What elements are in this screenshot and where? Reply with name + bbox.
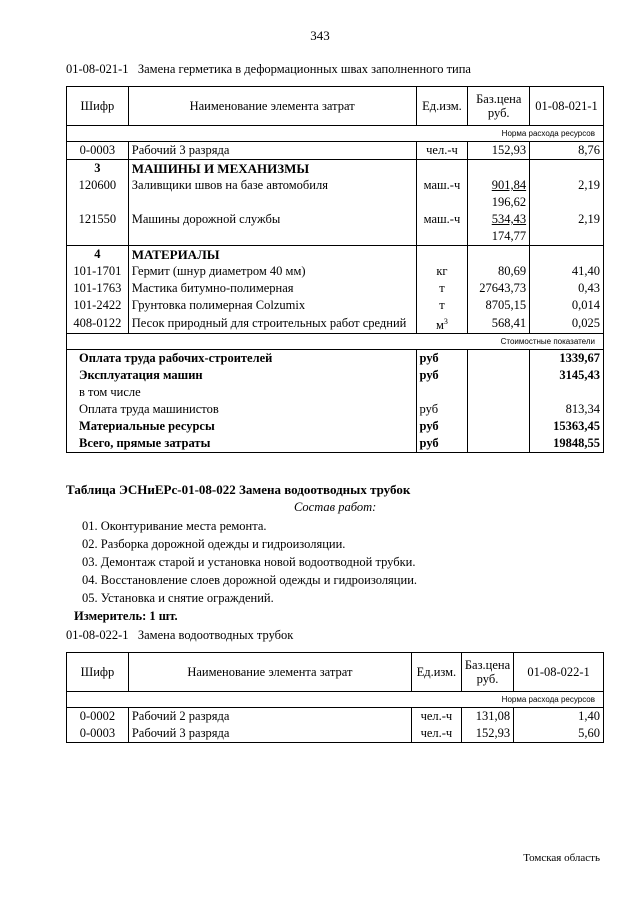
cell-shifr: 0-0002 bbox=[67, 708, 129, 726]
cost-name: Оплата труда машинистов bbox=[67, 401, 417, 418]
cost-row bbox=[67, 367, 604, 384]
norm-row bbox=[67, 126, 604, 142]
cost-name: Эксплуатация машин bbox=[67, 367, 417, 384]
table-row bbox=[67, 263, 604, 280]
resource-table-2 bbox=[66, 652, 604, 743]
cost-name: Всего, прямые затраты bbox=[67, 435, 417, 453]
cell-shifr: 101-2422 bbox=[67, 297, 129, 314]
cell-price: 152,93 bbox=[468, 142, 530, 160]
cell-price: 568,41 bbox=[468, 314, 530, 334]
norm-row bbox=[67, 692, 604, 708]
section-row-machines bbox=[67, 160, 604, 178]
cost-row bbox=[67, 350, 604, 368]
cost-label-row bbox=[67, 334, 604, 350]
resource-table-1 bbox=[66, 86, 604, 453]
table-row bbox=[67, 177, 604, 194]
meter-label: Измеритель: 1 шт. bbox=[74, 609, 178, 623]
cost-row bbox=[67, 418, 604, 435]
cell-price: 80,69 bbox=[468, 263, 530, 280]
cost-unit: руб bbox=[416, 350, 468, 368]
table-row bbox=[67, 725, 604, 743]
list-item: 04. Восстановление слоев дорожной одежды и гидроизоляции. bbox=[82, 573, 418, 587]
list-item: 02. Разборка дорожной одежды и гидроизоляции. bbox=[82, 537, 346, 551]
cell-shifr: 0-0003 bbox=[67, 725, 129, 743]
table-2-heading: Таблица ЭСНиЕРс-01-08-022 Замена водоотводных трубок bbox=[66, 482, 411, 497]
cell-name: Грунтовка полимерная Colzumix bbox=[128, 297, 416, 314]
cell-price: 8705,15 bbox=[468, 297, 530, 314]
cost-value: 3145,43 bbox=[530, 367, 604, 384]
cell-name: Песок природный для строительных работ средний bbox=[128, 314, 416, 334]
section-1-title bbox=[66, 62, 471, 77]
footer-region: Томская область bbox=[523, 852, 600, 864]
header-unit: Ед.изм. bbox=[416, 87, 468, 126]
norm-label: Норма расхода ресурсов bbox=[67, 692, 604, 708]
cell-shifr: 408-0122 bbox=[67, 314, 129, 334]
cell-qty: 0,43 bbox=[530, 280, 604, 297]
table-header bbox=[67, 653, 604, 692]
cost-name: Материальные ресурсы bbox=[67, 418, 417, 435]
cell-price: 152,93 bbox=[461, 725, 513, 743]
section-name: МАШИНЫ И МЕХАНИЗМЫ bbox=[128, 160, 416, 178]
header-unit: Ед.изм. bbox=[411, 653, 461, 692]
cell-qty: 5,60 bbox=[514, 725, 604, 743]
header-code: 01-08-022-1 bbox=[514, 653, 604, 692]
header-code: 01-08-021-1 bbox=[530, 87, 604, 126]
table-row bbox=[67, 142, 604, 160]
cell-name: Рабочий 2 разряда bbox=[128, 708, 411, 726]
cell-unit: чел.-ч bbox=[411, 708, 461, 726]
header-name: Наименование элемента затрат bbox=[128, 653, 411, 692]
cost-value: 15363,45 bbox=[530, 418, 604, 435]
table-row bbox=[67, 708, 604, 726]
cell-unit: маш.-ч bbox=[416, 211, 468, 228]
cell-shifr: 101-1763 bbox=[67, 280, 129, 297]
cell-name: Гермит (шнур диаметром 40 мм) bbox=[128, 263, 416, 280]
cell-unit: т bbox=[416, 297, 468, 314]
cost-unit: руб bbox=[416, 435, 468, 453]
table-row bbox=[67, 228, 604, 246]
table-header bbox=[67, 87, 604, 126]
table-row bbox=[67, 314, 604, 334]
cell-price: 27643,73 bbox=[468, 280, 530, 297]
cost-name: в том числе bbox=[67, 384, 417, 401]
header-price: Баз.цена руб. bbox=[461, 653, 513, 692]
norm-label: Норма расхода ресурсов bbox=[67, 126, 604, 142]
cell-name: Мастика битумно-полимерная bbox=[128, 280, 416, 297]
section-1-name: Замена герметика в деформационных швах заполненного типа bbox=[137, 62, 471, 76]
section-2-name: Замена водоотводных трубок bbox=[137, 628, 294, 642]
section-number: 3 bbox=[67, 160, 129, 178]
cell-name: Заливщики швов на базе автомобиля bbox=[128, 177, 416, 194]
cost-name: Оплата труда рабочих-строителей bbox=[67, 350, 417, 368]
cell-unit: кг bbox=[416, 263, 468, 280]
cost-value: 1339,67 bbox=[530, 350, 604, 368]
cell-shifr: 121550 bbox=[67, 211, 129, 228]
cell-qty: 41,40 bbox=[530, 263, 604, 280]
cost-row bbox=[67, 401, 604, 418]
cost-label: Стоимостные показатели bbox=[67, 334, 604, 350]
cell-shifr: 120600 bbox=[67, 177, 129, 194]
table-row bbox=[67, 297, 604, 314]
cell-name: Рабочий 3 разряда bbox=[128, 142, 416, 160]
cell-qty: 1,40 bbox=[514, 708, 604, 726]
list-item: 03. Демонтаж старой и установка новой водоотводной трубки. bbox=[82, 555, 416, 569]
cost-unit: руб bbox=[416, 367, 468, 384]
composition-label: Состав работ: bbox=[294, 500, 377, 514]
cell-price-sub: 196,62 bbox=[468, 194, 530, 211]
section-2-code: 01-08-022-1 bbox=[66, 628, 129, 642]
page-number: 343 bbox=[310, 28, 330, 43]
cell-price: 131,08 bbox=[461, 708, 513, 726]
table-row bbox=[67, 211, 604, 228]
section-1-code: 01-08-021-1 bbox=[66, 62, 129, 76]
cell-price: 901,84 bbox=[468, 177, 530, 194]
cost-value: 19848,55 bbox=[530, 435, 604, 453]
cost-row bbox=[67, 435, 604, 453]
cost-row bbox=[67, 384, 604, 401]
cell-qty: 2,19 bbox=[530, 211, 604, 228]
header-shifr: Шифр bbox=[67, 87, 129, 126]
cell-unit: чел.-ч bbox=[416, 142, 468, 160]
cell-name: Машины дорожной службы bbox=[128, 211, 416, 228]
cell-qty: 0,014 bbox=[530, 297, 604, 314]
cell-qty: 2,19 bbox=[530, 177, 604, 194]
section-2-title bbox=[66, 628, 293, 643]
table-row bbox=[67, 194, 604, 211]
cell-unit bbox=[416, 314, 468, 334]
header-shifr: Шифр bbox=[67, 653, 129, 692]
cell-qty: 8,76 bbox=[530, 142, 604, 160]
list-item: 01. Оконтуривание места ремонта. bbox=[82, 519, 267, 533]
cell-shifr: 101-1701 bbox=[67, 263, 129, 280]
table-row bbox=[67, 280, 604, 297]
list-item: 05. Установка и снятие ограждений. bbox=[82, 591, 274, 605]
cell-qty: 0,025 bbox=[530, 314, 604, 334]
section-number: 4 bbox=[67, 246, 129, 264]
section-row-materials bbox=[67, 246, 604, 264]
cell-name: Рабочий 3 разряда bbox=[128, 725, 411, 743]
cost-value: 813,34 bbox=[530, 401, 604, 418]
cost-unit: руб bbox=[416, 401, 468, 418]
cell-unit: чел.-ч bbox=[411, 725, 461, 743]
cell-unit: маш.-ч bbox=[416, 177, 468, 194]
cell-shifr: 0-0003 bbox=[67, 142, 129, 160]
header-price: Баз.цена руб. bbox=[468, 87, 530, 126]
header-name: Наименование элемента затрат bbox=[128, 87, 416, 126]
section-name: МАТЕРИАЛЫ bbox=[128, 246, 416, 264]
unit-superscript: 3 bbox=[443, 317, 448, 326]
cost-unit: руб bbox=[416, 418, 468, 435]
cell-price: 534,43 bbox=[468, 211, 530, 228]
unit-text: м bbox=[436, 318, 444, 333]
cell-unit: т bbox=[416, 280, 468, 297]
cell-price-sub: 174,77 bbox=[468, 228, 530, 246]
